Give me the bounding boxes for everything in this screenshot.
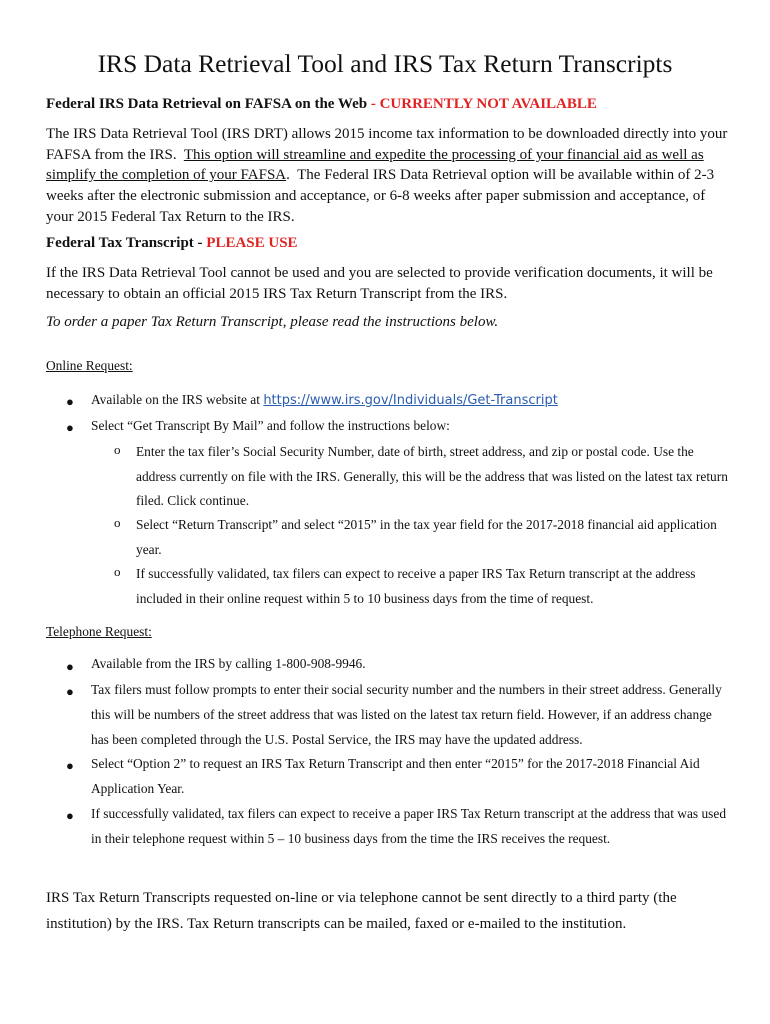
transcript-status: PLEASE USE <box>206 235 298 251</box>
sub-bullet-circle: o <box>114 442 121 457</box>
drt-paragraph: The IRS Data Retrieval Tool (IRS DRT) allows 2015 income tax information to be downloaded directly into your FAFSA from the IRS. This option will streamline and expedite the processing of your financial aid as well as simplify the completion of your FAFSA. The Federal IRS Data Retrieval option will be available within of 2-3 weeks after the electronic submission and acceptance, or 6-8 weeks after paper submission and acceptance, of your 2015 Federal Tax Return to the IRS. <box>46 126 728 225</box>
footer-paragraph: IRS Tax Return Transcripts requested on-line or via telephone cannot be sent directly to a third party (the institution) by the IRS. Tax Return transcripts can be mailed, faxed or e-mailed to the institution. <box>46 890 677 932</box>
online-sub-item-1: Enter the tax filer’s Social Security Number, date of birth, street address, and zip or postal code. Use the address currently on file with the IRS. Generally, this will be the address that was listed on the latest tax return filed. Click continue. <box>136 444 728 509</box>
telephone-request-heading: Telephone Request: <box>46 624 152 639</box>
drt-heading <box>46 96 597 113</box>
bullet-dot: ● <box>66 420 74 435</box>
drt-body-underlined: This option will streamline and expedite the processing of your financial aid as well as simplify the completion of your FAFSA <box>46 146 704 184</box>
irs-transcript-link[interactable]: https://www.irs.gov/Individuals/Get-Transcript <box>263 393 558 408</box>
drt-body-pre: The IRS Data Retrieval Tool (IRS DRT) allows 2015 income tax information to be downloaded directly into your FAFSA from the IRS. <box>46 126 728 163</box>
transcript-heading <box>46 235 298 252</box>
drt-body-post: The Federal IRS Data Retrieval option will be available within of 2-3 weeks after the electronic submission and acceptance, or 6-8 weeks after paper submission and acceptance, of your 2015 Federal Tax Return to the IRS. <box>46 167 715 225</box>
online-bullet-1 <box>91 388 731 414</box>
transcript-note: To order a paper Tax Return Transcript, please read the instructions below. <box>46 314 499 330</box>
sub-bullet-circle: o <box>114 515 121 530</box>
online-sub-item-2: Select “Return Transcript” and select “2015” in the tax year field for the 2017-2018 financial aid application year. <box>136 517 717 557</box>
telephone-bullet-3: Select “Option 2” to request an IRS Tax Return Transcript and then enter “2015” for the 2017-2018 Financial Aid Application Year. <box>91 756 700 796</box>
drt-heading-text: Federal IRS Data Retrieval on FAFSA on the Web <box>46 96 368 112</box>
page-title: IRS Data Retrieval Tool and IRS Tax Return Transcripts <box>97 49 673 78</box>
bullet-dot: ● <box>66 659 74 674</box>
bullet-dot: ● <box>66 394 74 409</box>
transcript-paragraph: If the IRS Data Retrieval Tool cannot be used and you are selected to provide verification documents, it will be necessary to obtain an official 2015 IRS Tax Return Transcript from the IRS. <box>46 265 713 302</box>
online-bullet-2: Select “Get Transcript By Mail” and follow the instructions below: <box>91 418 450 433</box>
bullet-dot: ● <box>66 808 74 823</box>
online-request-heading: Online Request: <box>46 358 133 373</box>
telephone-bullet-2: Tax filers must follow prompts to enter their social security number and the numbers in their street address. Generally this will be numbers of the street address that was listed on the latest tax return field. However, if an address change has been completed through the U.S. Postal Service, the IRS may have the updated address. <box>91 682 722 747</box>
transcript-heading-text: Federal Tax Transcript - <box>46 235 203 251</box>
sub-bullet-circle: o <box>114 564 121 579</box>
bullet-dot: ● <box>66 758 74 773</box>
telephone-bullet-4: If successfully validated, tax filers can expect to receive a paper IRS Tax Return transcript at the address that was used in their telephone request within 5 – 10 business days from the time the IRS receives the request. <box>91 806 727 846</box>
bullet-dot: ● <box>66 684 74 699</box>
online-bullet-1-text: Available on the IRS website at <box>91 392 260 407</box>
telephone-bullet-1: Available from the IRS by calling 1-800-908-9946. <box>91 656 366 671</box>
drt-status: - CURRENTLY NOT AVAILABLE <box>370 96 597 112</box>
online-sub-item-3: If successfully validated, tax filers can expect to receive a paper IRS Tax Return transcript at the address included in their online request within 5 to 10 business days from the time of request. <box>136 566 696 606</box>
